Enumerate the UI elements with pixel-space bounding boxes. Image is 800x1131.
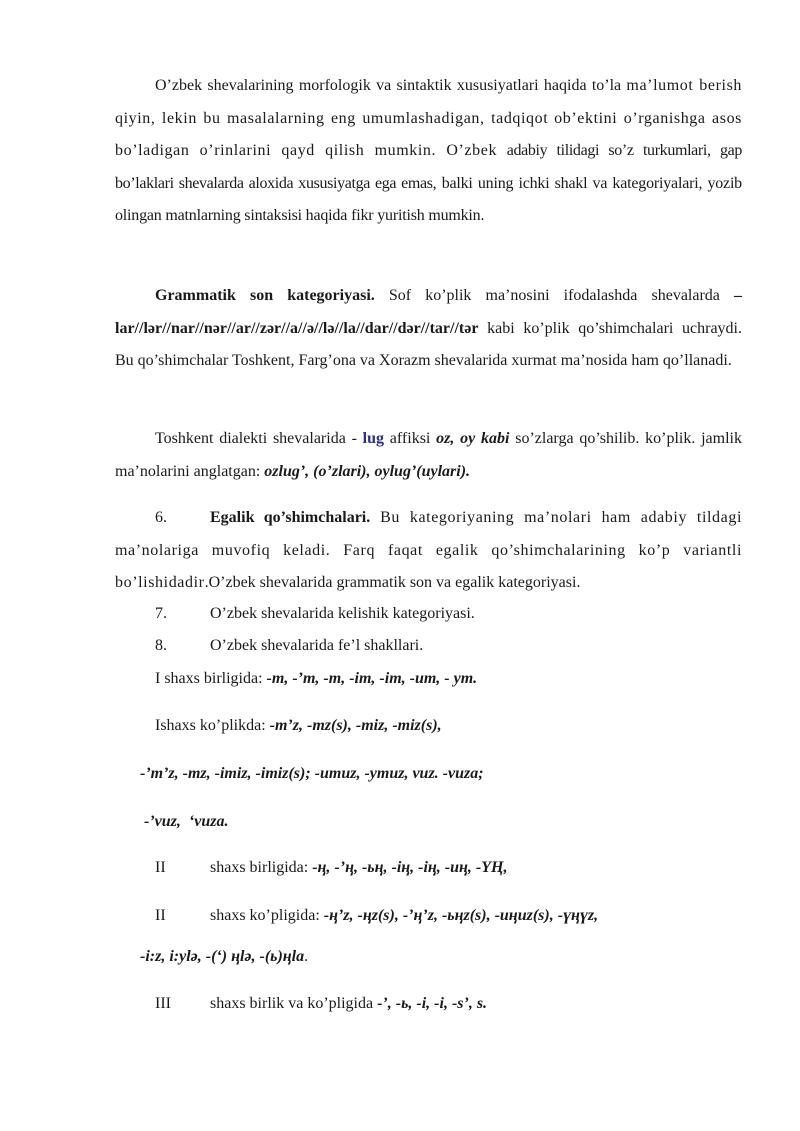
intro-paragraph <box>115 70 742 233</box>
suffix-forms: -m, -’m, -m, -im, -im, -um, - ym. <box>266 670 478 687</box>
third-person-line <box>155 992 487 1016</box>
paragraph-text: Bu kategoriyaning ma’nolari ham adabiy tildagi ma’nolariga muvofiq keladi. Farq faqat egalik qo’shimchalarining ko’p variantli bo’lishidadir <box>115 509 742 591</box>
affix-lug: lug <box>362 430 385 447</box>
intro-line: balki uning ichki shakl va kategoriyalari, yozib olingan matnlarning sintaksisi haqida <box>115 174 742 224</box>
suffix-forms: -’, -ь, -i, -i, -s’, s. <box>377 995 488 1012</box>
form-label: I shaxs birligida: <box>155 670 267 687</box>
form-label: shaxs ko’pligida: <box>210 907 324 924</box>
list-item-text: O’zbek shevalarida kelishik kategoriyasi. <box>210 605 475 622</box>
line-end: . <box>304 948 309 965</box>
first-person-plural-line <box>155 714 442 738</box>
form-label: shaxs birlik va ko’pligida <box>210 995 378 1012</box>
second-person-plural-line <box>155 904 598 928</box>
suffix-forms: -m’z, -mz(s), -miz, -miz(s), <box>269 717 442 734</box>
intro-line: fikr yuritish mumkin. <box>351 207 485 224</box>
intro-line: O’zbek shevalarining morfologik va sintaktik xususiyatlari haqida to’la <box>155 77 622 94</box>
paragraph-text: Sof ko’plik ma’nosini ifodalashda shevalarda <box>374 287 720 304</box>
item-number: 8. <box>155 637 167 654</box>
paragraph-text: kabi ko’plik qo’shimchalari uchraydi. Bu qo’shimchalar Toshkent, Farg’ona va Xorazm shevalarida xurmat ma’nosida ham qo’llanadi. <box>115 319 743 369</box>
intro-line: ob’ektini o’rganishga asos bo’ladigan o’rinlarini qayd qilish mumkin. O’zbek <box>115 109 742 159</box>
first-person-plural-continued-line <box>140 762 484 786</box>
form-label: Ishaxs ko’plikda: <box>155 717 270 734</box>
paragraph-text: Toshkent dialekti shevalarida - <box>155 430 363 447</box>
first-person-singular-line <box>155 667 477 691</box>
suffix-forms: -ң’z, -ңz(s), -’ң’z, -ьңz(s), -uңuz(s), -үңүz, <box>323 907 599 924</box>
person-number: II <box>155 907 166 924</box>
paragraph-text: so’zlarga qo’shilib. ko’plik. jamlik ma’nolarini anglatgan: <box>115 430 742 480</box>
possessive-paragraph <box>115 502 742 600</box>
grammatical-number-paragraph <box>115 280 742 378</box>
plural-examples: ozlug’, (o’zlari), oylug’(uylari). <box>264 462 471 480</box>
suffix-forms: -i:z, i:ylə, -(‘) ңlə, -(ь)ңla <box>140 948 305 965</box>
second-person-singular-line <box>155 856 507 880</box>
person-number: II <box>155 859 166 876</box>
section-heading: Egalik qo’shimchalari. <box>210 509 371 526</box>
intro-line: adabiy tilidagi so’z turkumlari, gap bo’laklari shevalarda aloxida xususiyatga ega emas, <box>115 142 742 192</box>
person-number: III <box>155 995 171 1012</box>
first-person-plural-continued-line <box>140 810 228 834</box>
plural-affix-list: –lar//lər//nar//nər//ar//zər//a//ə//lə//la//dar//dər//tar//tər <box>115 287 743 337</box>
suffix-forms: -ң, -’ң, -ьң, -iң, -iң, -uң, -YҢ, <box>312 859 508 876</box>
paragraph-text: .O’zbek shevalarida grammatik son va egalik kategoriyasi. <box>204 574 581 591</box>
item-number: 7. <box>155 605 167 622</box>
section-heading: Grammatik son kategoriyasi. <box>155 287 375 304</box>
list-item-text: O’zbek shevalarida fe’l shakllari. <box>210 637 424 654</box>
suffix-forms: -’vuz, ‘vuza. <box>140 813 229 830</box>
paragraph-text: affiksi <box>384 430 437 447</box>
second-person-plural-continued-line <box>140 945 308 969</box>
list-item-7 <box>155 602 475 626</box>
item-number: 6. <box>155 509 167 526</box>
list-item-8 <box>155 634 423 658</box>
tashkent-dialect-paragraph <box>115 423 742 488</box>
example-words: oz, oy kabi <box>436 430 510 447</box>
form-label: shaxs birligida: <box>210 859 313 876</box>
suffix-forms: -’m’z, -mz, -imiz, -imiz(s); -umuz, -ymuz, vuz. -vuza; <box>140 765 484 782</box>
intro-line: ma’lumot berish qiyin, lekin bu masalalarning eng umumlashadigan, tadqiqot <box>115 77 743 127</box>
